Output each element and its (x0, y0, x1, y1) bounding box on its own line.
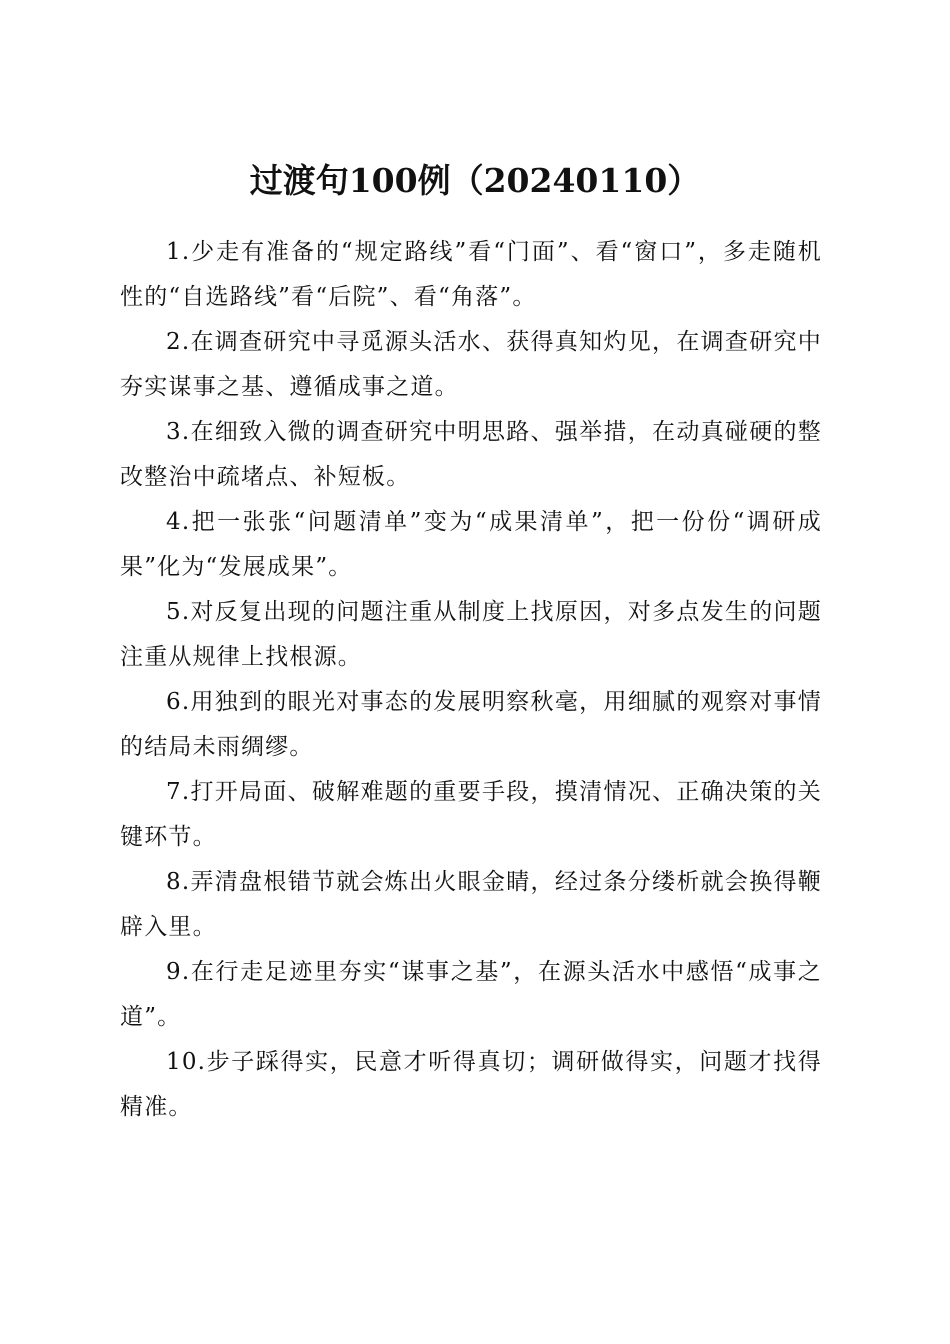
list-item: 8.弄清盘根错节就会炼出火眼金睛，经过条分缕析就会换得鞭辟入里。 (120, 869, 822, 940)
list-item: 4.把一张张“问题清单”变为“成果清单”，把一份份“调研成果”化为“发展成果”。 (120, 509, 822, 580)
list-item: 3.在细致入微的调查研究中明思路、强举措，在动真碰硬的整改整治中疏堵点、补短板。 (120, 419, 822, 490)
list-item: 1.少走有准备的“规定路线”看“门面”、看“窗口”，多走随机性的“自选路线”看“后院”、看“角落”。 (120, 239, 822, 310)
list-item: 9.在行走足迹里夯实“谋事之基”，在源头活水中感悟“成事之道”。 (120, 959, 822, 1030)
transition-sentence-list (120, 230, 822, 1130)
list-item: 2.在调查研究中寻觅源头活水、获得真知灼见，在调查研究中夯实谋事之基、遵循成事之道。 (120, 329, 822, 400)
list-item: 6.用独到的眼光对事态的发展明察秋毫，用细腻的观察对事情的结局未雨绸缪。 (120, 689, 822, 760)
list-item: 7.打开局面、破解难题的重要手段，摸清情况、正确决策的关键环节。 (120, 779, 822, 850)
document-title: 过渡句100例（20240110） (249, 161, 701, 201)
list-item: 5.对反复出现的问题注重从制度上找原因，对多点发生的问题注重从规律上找根源。 (120, 599, 822, 670)
list-item: 10.步子踩得实，民意才听得真切；调研做得实，问题才找得精准。 (120, 1049, 822, 1120)
